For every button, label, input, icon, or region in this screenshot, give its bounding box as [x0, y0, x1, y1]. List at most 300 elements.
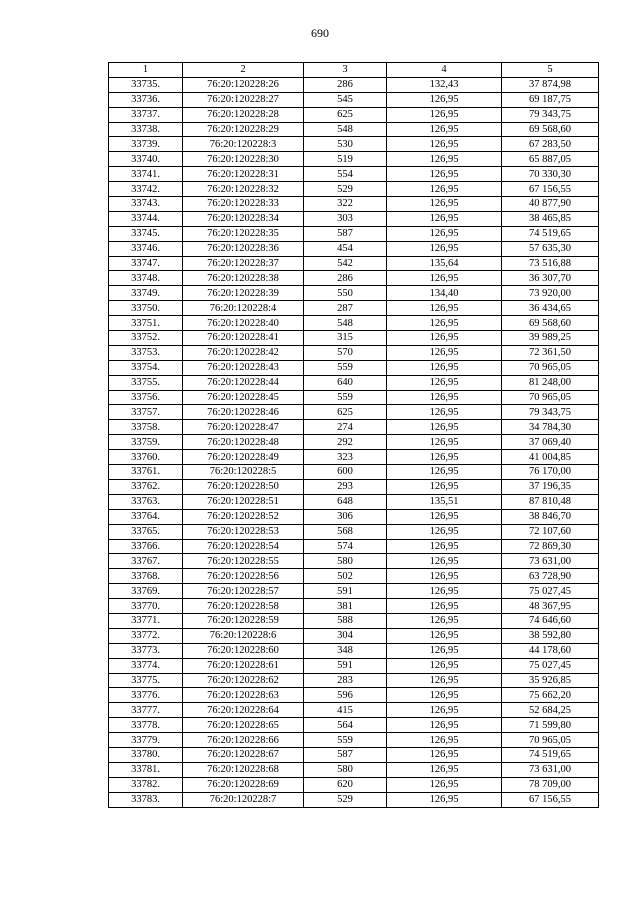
value-cell: 71 599,80 — [502, 718, 599, 733]
rate-cell: 126,95 — [387, 316, 502, 331]
table-row — [109, 643, 599, 658]
cadastral-number-cell: 76:20:120228:57 — [183, 584, 304, 599]
area-cell: 580 — [304, 554, 387, 569]
row-number-cell: 33777. — [109, 703, 183, 718]
area-cell: 348 — [304, 643, 387, 658]
rate-cell: 126,95 — [387, 703, 502, 718]
cadastral-number-cell: 76:20:120228:56 — [183, 569, 304, 584]
value-cell: 70 965,05 — [502, 733, 599, 748]
table-row — [109, 777, 599, 792]
table-row — [109, 628, 599, 643]
table-row — [109, 271, 599, 286]
table-row — [109, 77, 599, 92]
cadastral-number-cell: 76:20:120228:34 — [183, 211, 304, 226]
value-cell: 76 170,00 — [502, 465, 599, 480]
cadastral-number-cell: 76:20:120228:64 — [183, 703, 304, 718]
row-number-cell: 33736. — [109, 92, 183, 107]
table-header-row — [109, 63, 599, 78]
table-row — [109, 211, 599, 226]
table-row — [109, 256, 599, 271]
value-cell: 36 307,70 — [502, 271, 599, 286]
rate-cell: 126,95 — [387, 628, 502, 643]
table-row — [109, 390, 599, 405]
rate-cell: 126,95 — [387, 479, 502, 494]
value-cell: 74 519,65 — [502, 747, 599, 762]
row-number-cell: 33753. — [109, 345, 183, 360]
cadastral-number-cell: 76:20:120228:27 — [183, 92, 304, 107]
data-table — [108, 62, 599, 808]
area-cell: 648 — [304, 494, 387, 509]
rate-cell: 126,95 — [387, 613, 502, 628]
area-cell: 625 — [304, 107, 387, 122]
page-number: 690 — [311, 26, 329, 40]
area-cell: 550 — [304, 286, 387, 301]
value-cell: 87 810,48 — [502, 494, 599, 509]
row-number-cell: 33752. — [109, 331, 183, 346]
cadastral-number-cell: 76:20:120228:40 — [183, 316, 304, 331]
rate-cell: 126,95 — [387, 360, 502, 375]
rate-cell: 126,95 — [387, 375, 502, 390]
rate-cell: 126,95 — [387, 465, 502, 480]
rate-cell: 126,95 — [387, 152, 502, 167]
row-number-cell: 33774. — [109, 658, 183, 673]
row-number-cell: 33761. — [109, 465, 183, 480]
area-cell: 322 — [304, 197, 387, 212]
area-cell: 519 — [304, 152, 387, 167]
area-cell: 529 — [304, 792, 387, 807]
rate-cell: 126,95 — [387, 777, 502, 792]
value-cell: 38 592,80 — [502, 628, 599, 643]
cadastral-number-cell: 76:20:120228:61 — [183, 658, 304, 673]
area-cell: 559 — [304, 733, 387, 748]
row-number-cell: 33768. — [109, 569, 183, 584]
table-row — [109, 479, 599, 494]
area-cell: 591 — [304, 584, 387, 599]
cadastral-number-cell: 76:20:120228:37 — [183, 256, 304, 271]
table-row — [109, 360, 599, 375]
value-cell: 75 662,20 — [502, 688, 599, 703]
cadastral-number-cell: 76:20:120228:62 — [183, 673, 304, 688]
area-cell: 283 — [304, 673, 387, 688]
value-cell: 34 784,30 — [502, 420, 599, 435]
row-number-cell: 33775. — [109, 673, 183, 688]
area-cell: 596 — [304, 688, 387, 703]
rate-cell: 132,43 — [387, 77, 502, 92]
table-row — [109, 569, 599, 584]
area-cell: 415 — [304, 703, 387, 718]
rate-cell: 126,95 — [387, 539, 502, 554]
cadastral-number-cell: 76:20:120228:26 — [183, 77, 304, 92]
value-cell: 70 965,05 — [502, 360, 599, 375]
cadastral-number-cell: 76:20:120228:30 — [183, 152, 304, 167]
row-number-cell: 33764. — [109, 509, 183, 524]
value-cell: 52 684,25 — [502, 703, 599, 718]
value-cell: 35 926,85 — [502, 673, 599, 688]
rate-cell: 126,95 — [387, 762, 502, 777]
rate-cell: 126,95 — [387, 390, 502, 405]
row-number-cell: 33737. — [109, 107, 183, 122]
area-cell: 574 — [304, 539, 387, 554]
value-cell: 63 728,90 — [502, 569, 599, 584]
table-row — [109, 509, 599, 524]
rate-cell: 126,95 — [387, 241, 502, 256]
cadastral-number-cell: 76:20:120228:6 — [183, 628, 304, 643]
value-cell: 79 343,75 — [502, 405, 599, 420]
row-number-cell: 33750. — [109, 301, 183, 316]
row-number-cell: 33772. — [109, 628, 183, 643]
value-cell: 48 367,95 — [502, 599, 599, 614]
table-row — [109, 316, 599, 331]
area-cell: 542 — [304, 256, 387, 271]
value-cell: 79 343,75 — [502, 107, 599, 122]
rate-cell: 126,95 — [387, 718, 502, 733]
rate-cell: 126,95 — [387, 137, 502, 152]
row-number-cell: 33767. — [109, 554, 183, 569]
table-row — [109, 718, 599, 733]
area-cell: 587 — [304, 226, 387, 241]
table-row — [109, 494, 599, 509]
row-number-cell: 33746. — [109, 241, 183, 256]
column-header: 4 — [387, 63, 502, 78]
row-number-cell: 33751. — [109, 316, 183, 331]
row-number-cell: 33738. — [109, 122, 183, 137]
table-row — [109, 584, 599, 599]
area-cell: 591 — [304, 658, 387, 673]
rate-cell: 126,95 — [387, 747, 502, 762]
area-cell: 545 — [304, 92, 387, 107]
cadastral-number-cell: 76:20:120228:29 — [183, 122, 304, 137]
cadastral-number-cell: 76:20:120228:53 — [183, 524, 304, 539]
area-cell: 564 — [304, 718, 387, 733]
value-cell: 37 069,40 — [502, 435, 599, 450]
cadastral-number-cell: 76:20:120228:36 — [183, 241, 304, 256]
cadastral-number-cell: 76:20:120228:32 — [183, 182, 304, 197]
value-cell: 70 330,30 — [502, 167, 599, 182]
row-number-cell: 33744. — [109, 211, 183, 226]
value-cell: 74 646,60 — [502, 613, 599, 628]
table-row — [109, 613, 599, 628]
cadastral-number-cell: 76:20:120228:5 — [183, 465, 304, 480]
row-number-cell: 33756. — [109, 390, 183, 405]
table-row — [109, 435, 599, 450]
area-cell: 292 — [304, 435, 387, 450]
rate-cell: 126,95 — [387, 569, 502, 584]
area-cell: 620 — [304, 777, 387, 792]
row-number-cell: 33757. — [109, 405, 183, 420]
cadastral-number-cell: 76:20:120228:45 — [183, 390, 304, 405]
row-number-cell: 33778. — [109, 718, 183, 733]
row-number-cell: 33780. — [109, 747, 183, 762]
table-row — [109, 107, 599, 122]
rate-cell: 126,95 — [387, 211, 502, 226]
cadastral-number-cell: 76:20:120228:44 — [183, 375, 304, 390]
cadastral-number-cell: 76:20:120228:33 — [183, 197, 304, 212]
table-row — [109, 331, 599, 346]
row-number-cell: 33754. — [109, 360, 183, 375]
cadastral-number-cell: 76:20:120228:4 — [183, 301, 304, 316]
table-body — [109, 77, 599, 807]
cadastral-number-cell: 76:20:120228:67 — [183, 747, 304, 762]
area-cell: 286 — [304, 271, 387, 286]
row-number-cell: 33742. — [109, 182, 183, 197]
cadastral-number-cell: 76:20:120228:38 — [183, 271, 304, 286]
table-row — [109, 167, 599, 182]
table-row — [109, 197, 599, 212]
value-cell: 57 635,30 — [502, 241, 599, 256]
value-cell: 73 516,88 — [502, 256, 599, 271]
area-cell: 287 — [304, 301, 387, 316]
cadastral-number-cell: 76:20:120228:43 — [183, 360, 304, 375]
cadastral-number-cell: 76:20:120228:49 — [183, 450, 304, 465]
column-header: 2 — [183, 63, 304, 78]
value-cell: 44 178,60 — [502, 643, 599, 658]
rate-cell: 126,95 — [387, 792, 502, 807]
row-number-cell: 33759. — [109, 435, 183, 450]
rate-cell: 126,95 — [387, 420, 502, 435]
rate-cell: 126,95 — [387, 599, 502, 614]
cadastral-number-cell: 76:20:120228:69 — [183, 777, 304, 792]
area-cell: 580 — [304, 762, 387, 777]
value-cell: 69 187,75 — [502, 92, 599, 107]
cadastral-number-cell: 76:20:120228:55 — [183, 554, 304, 569]
column-header: 1 — [109, 63, 183, 78]
table-row — [109, 92, 599, 107]
value-cell: 73 631,00 — [502, 554, 599, 569]
rate-cell: 126,95 — [387, 673, 502, 688]
cadastral-number-cell: 76:20:120228:68 — [183, 762, 304, 777]
area-cell: 306 — [304, 509, 387, 524]
rate-cell: 126,95 — [387, 435, 502, 450]
rate-cell: 126,95 — [387, 509, 502, 524]
value-cell: 40 877,90 — [502, 197, 599, 212]
row-number-cell: 33747. — [109, 256, 183, 271]
area-cell: 640 — [304, 375, 387, 390]
cadastral-number-cell: 76:20:120228:65 — [183, 718, 304, 733]
table-row — [109, 762, 599, 777]
row-number-cell: 33743. — [109, 197, 183, 212]
cadastral-number-cell: 76:20:120228:28 — [183, 107, 304, 122]
cadastral-number-cell: 76:20:120228:54 — [183, 539, 304, 554]
rate-cell: 126,95 — [387, 405, 502, 420]
rate-cell: 135,64 — [387, 256, 502, 271]
rate-cell: 126,95 — [387, 301, 502, 316]
table-row — [109, 792, 599, 807]
value-cell: 39 989,25 — [502, 331, 599, 346]
area-cell: 303 — [304, 211, 387, 226]
table-row — [109, 524, 599, 539]
table-row — [109, 405, 599, 420]
rate-cell: 126,95 — [387, 107, 502, 122]
table-row — [109, 345, 599, 360]
column-header: 5 — [502, 63, 599, 78]
table-row — [109, 226, 599, 241]
table-row — [109, 137, 599, 152]
area-cell: 570 — [304, 345, 387, 360]
rate-cell: 126,95 — [387, 733, 502, 748]
value-cell: 65 887,05 — [502, 152, 599, 167]
area-cell: 293 — [304, 479, 387, 494]
row-number-cell: 33779. — [109, 733, 183, 748]
area-cell: 548 — [304, 122, 387, 137]
cadastral-number-cell: 76:20:120228:51 — [183, 494, 304, 509]
column-header: 3 — [304, 63, 387, 78]
rate-cell: 126,95 — [387, 643, 502, 658]
area-cell: 559 — [304, 360, 387, 375]
rate-cell: 126,95 — [387, 450, 502, 465]
table-row — [109, 450, 599, 465]
row-number-cell: 33773. — [109, 643, 183, 658]
row-number-cell: 33763. — [109, 494, 183, 509]
value-cell: 38 846,70 — [502, 509, 599, 524]
value-cell: 67 283,50 — [502, 137, 599, 152]
area-cell: 530 — [304, 137, 387, 152]
table-row — [109, 152, 599, 167]
row-number-cell: 33765. — [109, 524, 183, 539]
row-number-cell: 33745. — [109, 226, 183, 241]
value-cell: 78 709,00 — [502, 777, 599, 792]
value-cell: 72 361,50 — [502, 345, 599, 360]
value-cell: 73 631,00 — [502, 762, 599, 777]
rate-cell: 126,95 — [387, 331, 502, 346]
row-number-cell: 33771. — [109, 613, 183, 628]
table-row — [109, 286, 599, 301]
area-cell: 559 — [304, 390, 387, 405]
table-row — [109, 733, 599, 748]
table-row — [109, 465, 599, 480]
row-number-cell: 33782. — [109, 777, 183, 792]
value-cell: 70 965,05 — [502, 390, 599, 405]
area-cell: 548 — [304, 316, 387, 331]
row-number-cell: 33770. — [109, 599, 183, 614]
cadastral-number-cell: 76:20:120228:52 — [183, 509, 304, 524]
cadastral-number-cell: 76:20:120228:66 — [183, 733, 304, 748]
table-row — [109, 673, 599, 688]
value-cell: 37 196,35 — [502, 479, 599, 494]
cadastral-number-cell: 76:20:120228:60 — [183, 643, 304, 658]
row-number-cell: 33749. — [109, 286, 183, 301]
value-cell: 72 107,60 — [502, 524, 599, 539]
row-number-cell: 33740. — [109, 152, 183, 167]
rate-cell: 134,40 — [387, 286, 502, 301]
table-row — [109, 420, 599, 435]
rate-cell: 126,95 — [387, 345, 502, 360]
row-number-cell: 33735. — [109, 77, 183, 92]
cadastral-number-cell: 76:20:120228:41 — [183, 331, 304, 346]
row-number-cell: 33760. — [109, 450, 183, 465]
value-cell: 72 869,30 — [502, 539, 599, 554]
cadastral-number-cell: 76:20:120228:48 — [183, 435, 304, 450]
area-cell: 529 — [304, 182, 387, 197]
area-cell: 554 — [304, 167, 387, 182]
row-number-cell: 33766. — [109, 539, 183, 554]
value-cell: 67 156,55 — [502, 792, 599, 807]
rate-cell: 126,95 — [387, 182, 502, 197]
rate-cell: 135,51 — [387, 494, 502, 509]
table-row — [109, 539, 599, 554]
cadastral-number-cell: 76:20:120228:3 — [183, 137, 304, 152]
cadastral-number-cell: 76:20:120228:47 — [183, 420, 304, 435]
row-number-cell: 33776. — [109, 688, 183, 703]
rate-cell: 126,95 — [387, 226, 502, 241]
row-number-cell: 33781. — [109, 762, 183, 777]
value-cell: 75 027,45 — [502, 584, 599, 599]
area-cell: 502 — [304, 569, 387, 584]
row-number-cell: 33758. — [109, 420, 183, 435]
table-row — [109, 241, 599, 256]
rate-cell: 126,95 — [387, 197, 502, 212]
row-number-cell: 33762. — [109, 479, 183, 494]
cadastral-number-cell: 76:20:120228:59 — [183, 613, 304, 628]
rate-cell: 126,95 — [387, 688, 502, 703]
cadastral-number-cell: 76:20:120228:31 — [183, 167, 304, 182]
rate-cell: 126,95 — [387, 524, 502, 539]
cadastral-number-cell: 76:20:120228:7 — [183, 792, 304, 807]
row-number-cell: 33755. — [109, 375, 183, 390]
value-cell: 75 027,45 — [502, 658, 599, 673]
rate-cell: 126,95 — [387, 554, 502, 569]
table-row — [109, 658, 599, 673]
area-cell: 286 — [304, 77, 387, 92]
area-cell: 315 — [304, 331, 387, 346]
value-cell: 74 519,65 — [502, 226, 599, 241]
table-row — [109, 688, 599, 703]
area-cell: 454 — [304, 241, 387, 256]
table-row — [109, 122, 599, 137]
table-row — [109, 703, 599, 718]
cadastral-number-cell: 76:20:120228:39 — [183, 286, 304, 301]
table-row — [109, 599, 599, 614]
rate-cell: 126,95 — [387, 271, 502, 286]
value-cell: 36 434,65 — [502, 301, 599, 316]
rate-cell: 126,95 — [387, 92, 502, 107]
value-cell: 41 004,85 — [502, 450, 599, 465]
area-cell: 274 — [304, 420, 387, 435]
table-row — [109, 182, 599, 197]
row-number-cell: 33783. — [109, 792, 183, 807]
area-cell: 304 — [304, 628, 387, 643]
value-cell: 67 156,55 — [502, 182, 599, 197]
value-cell: 69 568,60 — [502, 316, 599, 331]
area-cell: 568 — [304, 524, 387, 539]
rate-cell: 126,95 — [387, 658, 502, 673]
rate-cell: 126,95 — [387, 167, 502, 182]
value-cell: 38 465,85 — [502, 211, 599, 226]
table-row — [109, 375, 599, 390]
value-cell: 73 920,00 — [502, 286, 599, 301]
row-number-cell: 33769. — [109, 584, 183, 599]
area-cell: 588 — [304, 613, 387, 628]
row-number-cell: 33748. — [109, 271, 183, 286]
cadastral-number-cell: 76:20:120228:42 — [183, 345, 304, 360]
area-cell: 381 — [304, 599, 387, 614]
table-row — [109, 554, 599, 569]
area-cell: 323 — [304, 450, 387, 465]
table-row — [109, 301, 599, 316]
value-cell: 81 248,00 — [502, 375, 599, 390]
area-cell: 625 — [304, 405, 387, 420]
area-cell: 600 — [304, 465, 387, 480]
row-number-cell: 33741. — [109, 167, 183, 182]
cadastral-number-cell: 76:20:120228:63 — [183, 688, 304, 703]
cadastral-number-cell: 76:20:120228:50 — [183, 479, 304, 494]
cadastral-number-cell: 76:20:120228:46 — [183, 405, 304, 420]
cadastral-number-cell: 76:20:120228:58 — [183, 599, 304, 614]
value-cell: 69 568,60 — [502, 122, 599, 137]
table-row — [109, 747, 599, 762]
row-number-cell: 33739. — [109, 137, 183, 152]
area-cell: 587 — [304, 747, 387, 762]
cadastral-number-cell: 76:20:120228:35 — [183, 226, 304, 241]
